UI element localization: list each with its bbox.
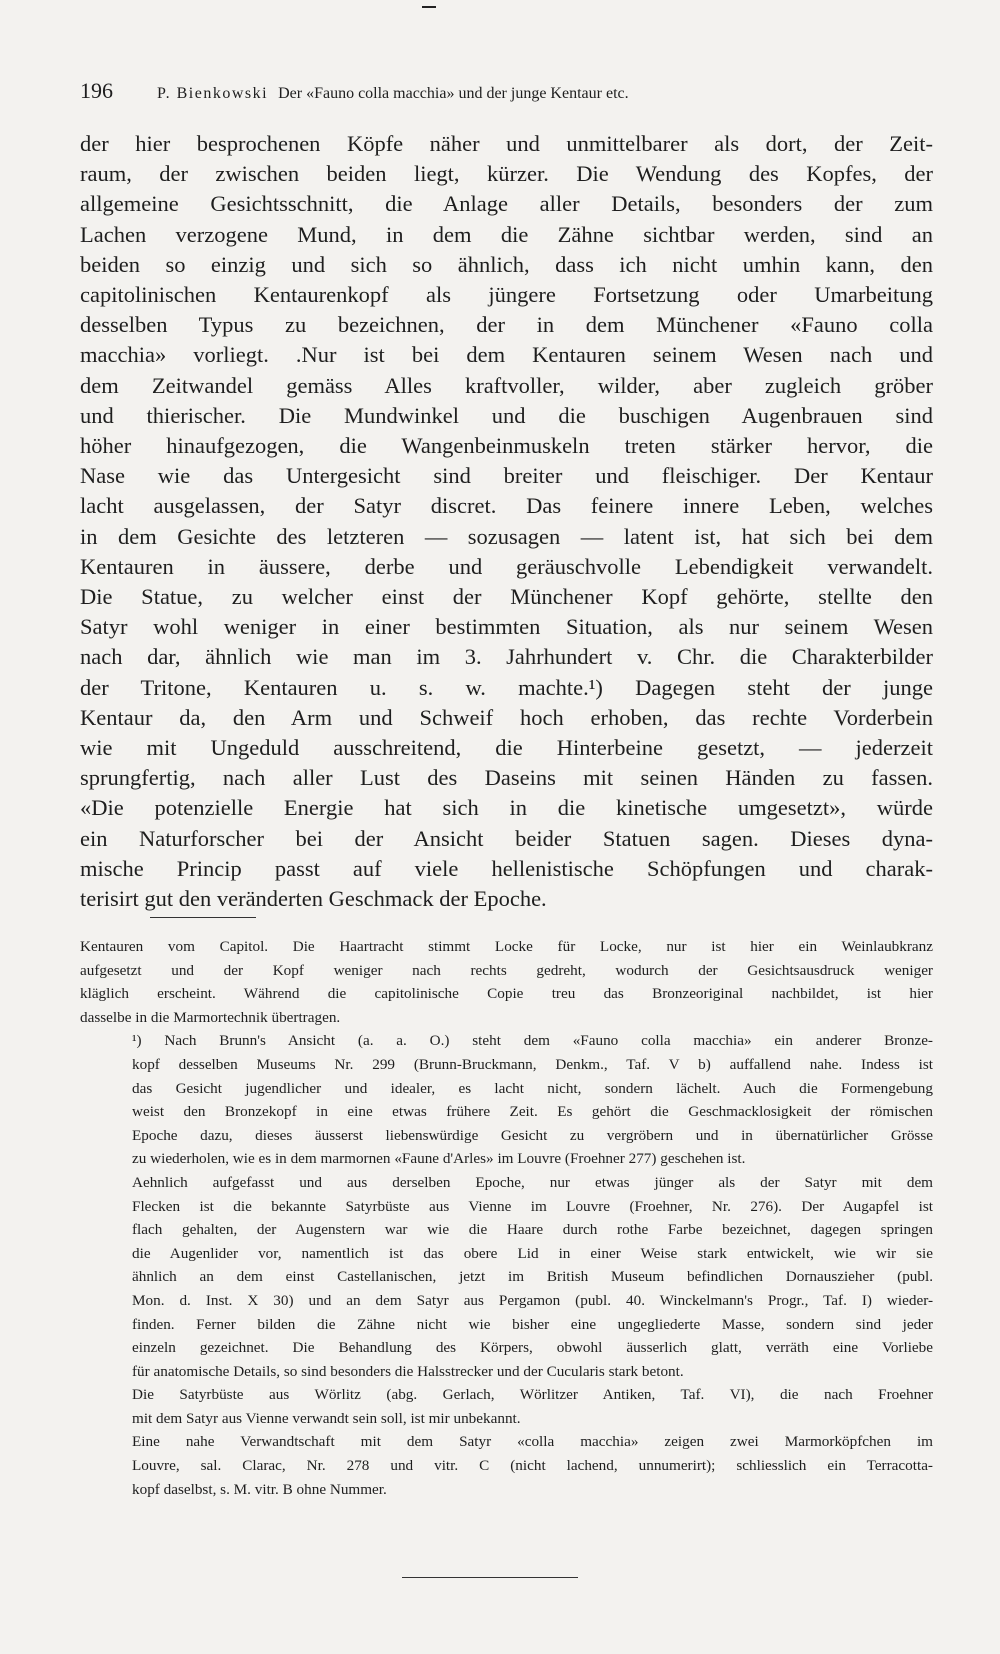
footnote-line: Eine nahe Verwandtschaft mit dem Satyr «colla macchia» zeigen zwei Marmorköpfchen im bbox=[132, 1433, 933, 1451]
footnote-line: Kentauren vom Capitol. Die Haartracht stimmt Locke für Locke, nur ist hier ein Weinlaubkranz bbox=[80, 938, 933, 955]
body-line: mische Princip passt auf viele hellenistische Schöpfungen und charak- bbox=[80, 855, 933, 881]
header-author: P. Bienkowski bbox=[157, 85, 269, 102]
body-line: capitolinischen Kentaurenkopf als jüngere Fortsetzung oder Umarbeitung bbox=[80, 282, 933, 308]
footnote-line: weist den Bronzekopf in eine etwas frühere Zeit. Es gehört die Geschmacklosigkeit der römischen bbox=[132, 1103, 933, 1121]
body-line: lacht ausgelassen, der Satyr discret. Das feinere innere Leben, welches bbox=[80, 493, 933, 519]
footnote-continuation bbox=[80, 935, 933, 1029]
body-line: Nase wie das Untergesicht sind breiter und fleischiger. Der Kentaur bbox=[80, 463, 933, 489]
footnote-line: finden. Ferner bilden die Zähne nicht wie bisher eine ungegliederte Masse, sondern sind jeder bbox=[132, 1315, 933, 1333]
footnote-paragraph-louvre bbox=[80, 1430, 933, 1501]
body-line: desselben Typus zu bezeichnen, der in dem Münchener «Fauno colla bbox=[80, 312, 933, 338]
body-line: und thierischer. Die Mundwinkel und die buschigen Augenbrauen sind bbox=[80, 402, 933, 428]
body-line: raum, der zwischen beiden liegt, kürzer. Die Wendung des Kopfes, der bbox=[80, 161, 933, 187]
body-line: «Die potenzielle Energie hat sich in die kinetische umgesetzt», würde bbox=[80, 795, 933, 821]
footnote-line: kopf desselben Museums Nr. 299 (Brunn-Bruckmann, Denkm., Taf. V b) auffallend nahe. Indess ist bbox=[132, 1055, 933, 1073]
footnote-line: für anatomische Details, so sind besonders die Halsstrecker und der Cucularis stark betont. bbox=[132, 1362, 684, 1380]
footnote-line: ähnlich an dem einst Castellanischen, jetzt im British Museum befindlichen Dornauszieher (publ. bbox=[132, 1268, 933, 1286]
body-line: ein Naturforscher bei der Ansicht beider Statuen sagen. Dieses dyna- bbox=[80, 825, 933, 851]
page-mark bbox=[422, 6, 436, 8]
footnote-line: Epoche dazu, dieses äusserst liebenswürdige Gesicht zu vergröbern und in übernatürlicher Grösse bbox=[132, 1126, 933, 1144]
footnote-line: Louvre, sal. Clarac, Nr. 278 und vitr. C (nicht lachend, unnumerirt); schliesslich ein Terracotta- bbox=[132, 1457, 933, 1475]
footnote-line: flach gehalten, der Augenstern war wie die Haare durch rothe Farbe bezeichnet, dagegen springen bbox=[132, 1221, 933, 1239]
footnote-1 bbox=[80, 1029, 933, 1171]
footnote-line: kläglich erscheint. Während die capitolinische Copie treu das Bronzeoriginal nachbildet, ist hier bbox=[80, 985, 933, 1003]
body-line: terisirt gut den veränderten Geschmack der Epoche. bbox=[80, 886, 547, 912]
footnote-line: einzeln gezeichnet. Die Behandlung des Körpers, obwohl äusserlich glatt, verräth eine Vorliebe bbox=[132, 1339, 933, 1357]
footnote-line: Mon. d. Inst. X 30) und an dem Satyr aus Pergamon (publ. 40. Winckelmann's Progr., Taf. I) wieder- bbox=[132, 1291, 933, 1309]
body-line: Satyr wohl weniger in einer bestimmten Situation, als nur seinem Wesen bbox=[80, 614, 933, 640]
body-line: dem Zeitwandel gemäss Alles kraftvoller, wilder, aber zugleich gröber bbox=[80, 372, 933, 398]
body-line: allgemeine Gesichtsschnitt, die Anlage aller Details, besonders der zum bbox=[80, 191, 933, 217]
footnote-line: das Gesicht jugendlicher und idealer, es lacht nicht, sondern lächelt. Auch die Formengebung bbox=[132, 1079, 933, 1097]
footnote-line: Flecken ist die bekannte Satyrbüste aus Vienne im Louvre (Froehner, Nr. 276). Der Augapfel ist bbox=[132, 1197, 933, 1215]
footnote-paragraph-vienne bbox=[80, 1171, 933, 1383]
footnote-line: dasselbe in die Marmortechnik übertragen. bbox=[80, 1008, 341, 1026]
page-number: 196 bbox=[80, 78, 113, 103]
body-line: Lachen verzogene Mund, in dem die Zähne sichtbar werden, sind an bbox=[80, 221, 933, 247]
footnotes bbox=[80, 935, 933, 1501]
end-rule bbox=[402, 1577, 578, 1578]
footnote-paragraph-woerlitz bbox=[80, 1383, 933, 1430]
footnote-line: ¹) Nach Brunn's Ansicht (a. a. O.) steht dem «Fauno colla macchia» ein anderer Bronze- bbox=[132, 1032, 933, 1050]
footnote-line: mit dem Satyr aus Vienne verwandt sein soll, ist mir unbekannt. bbox=[132, 1409, 521, 1427]
body-line: nach dar, ähnlich wie man im 3. Jahrhundert v. Chr. die Charakterbilder bbox=[80, 644, 933, 670]
body-line: Die Statue, zu welcher einst der Münchener Kopf gehörte, stellte den bbox=[80, 584, 933, 610]
footnote-line: aufgesetzt und der Kopf weniger nach rechts gedreht, wodurch der Gesichtsausdruck weniger bbox=[80, 961, 933, 979]
body-line: sprungfertig, nach aller Lust des Daseins mit seinen Händen zu fassen. bbox=[80, 765, 933, 791]
body-line: macchia» vorliegt. .Nur ist bei dem Kentauren seinem Wesen nach und bbox=[80, 342, 933, 368]
footnote-line: kopf daselbst, s. M. vitr. B ohne Nummer. bbox=[132, 1480, 387, 1498]
footnote-line: Die Satyrbüste aus Wörlitz (abg. Gerlach, Wörlitzer Antiken, Taf. VI), die nach Froehner bbox=[132, 1386, 933, 1404]
body-line: höher hinaufgezogen, die Wangenbeinmuskeln treten stärker hervor, die bbox=[80, 433, 933, 459]
body-line: in dem Gesichte des letzteren — sozusagen — latent ist, hat sich bei dem bbox=[80, 523, 933, 549]
body-line: beiden so einzig und sich so ähnlich, dass ich nicht umhin kann, den bbox=[80, 251, 933, 277]
running-header bbox=[80, 78, 840, 104]
body-line: der hier besprochenen Köpfe näher und unmittelbarer als dort, der Zeit- bbox=[80, 131, 933, 156]
footnote-separator bbox=[150, 917, 256, 918]
body-line: wie mit Ungeduld ausschreitend, die Hinterbeine gesetzt, — jederzeit bbox=[80, 735, 933, 761]
body-text bbox=[80, 129, 933, 914]
body-line: Kentauren in äussere, derbe und geräuschvolle Lebendigkeit verwandelt. bbox=[80, 553, 933, 579]
header-title: Der «Fauno colla macchia» und der junge Kentaur etc. bbox=[278, 85, 629, 102]
footnote-line: zu wiederholen, wie es in dem marmornen «Faune d'Arles» im Louvre (Froehner 277) geschehen ist. bbox=[132, 1150, 746, 1168]
body-line: der Tritone, Kentauren u. s. w. machte.¹) Dagegen steht der junge bbox=[80, 674, 933, 700]
footnote-line: Aehnlich aufgefasst und aus derselben Epoche, nur etwas jünger als der Satyr mit dem bbox=[132, 1173, 933, 1191]
footnote-line: die Augenlider vor, namentlich ist das obere Lid in einer Weise stark entwickelt, wie wir sie bbox=[132, 1244, 933, 1262]
body-line: Kentaur da, den Arm und Schweif hoch erhoben, das rechte Vorderbein bbox=[80, 704, 933, 730]
